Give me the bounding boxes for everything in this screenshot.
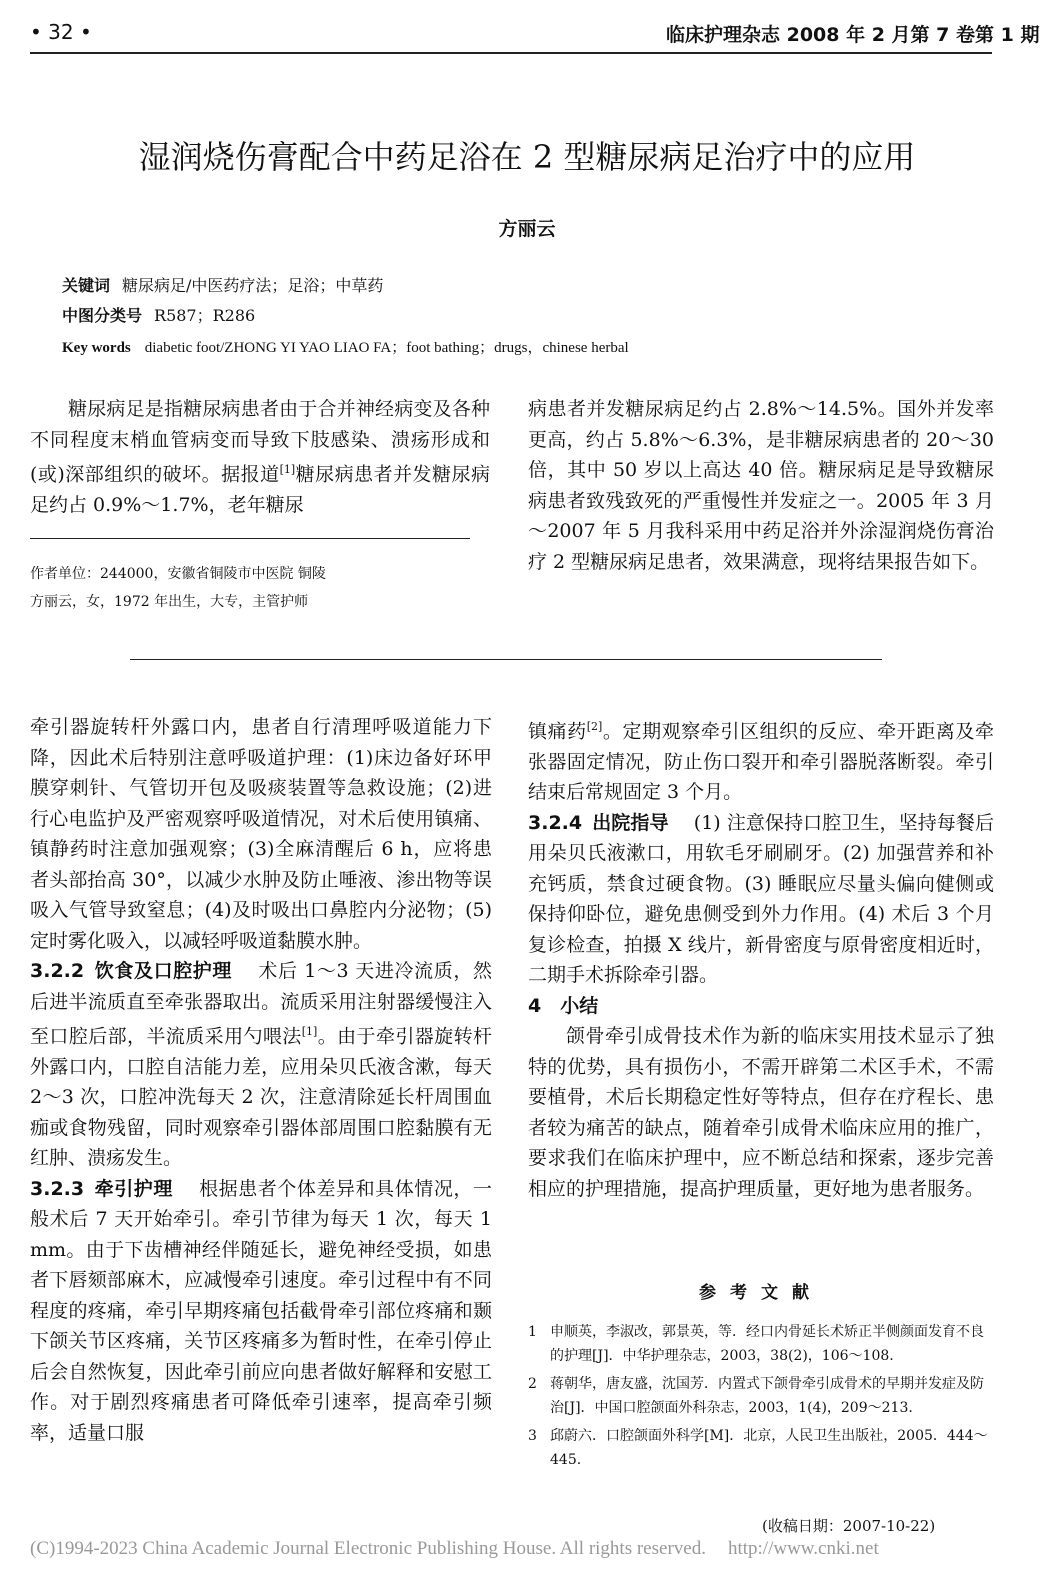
citation: [1]	[301, 1025, 318, 1038]
section-title: 牵引护理	[94, 1177, 173, 1200]
citation: [1]	[279, 463, 296, 476]
reference-number: 2	[528, 1376, 537, 1392]
reference-text: 邱蔚六．口腔颌面外科学[M]．北京，人民卫生出版社，2005．444～445.	[550, 1428, 988, 1468]
copyright-watermark	[30, 1538, 1024, 1560]
section-4-heading: 4 小结	[528, 994, 599, 1017]
reference-item	[528, 1320, 994, 1368]
classification-label: 中图分类号	[62, 306, 143, 325]
keywords-label: 关键词	[62, 276, 111, 295]
author-footnote	[30, 560, 470, 616]
classification-row	[62, 302, 255, 330]
footnote-rule	[30, 538, 470, 539]
article-title: 湿润烧伤膏配合中药足浴在 2 型糖尿病足治疗中的应用	[138, 138, 916, 176]
body-right-column	[528, 712, 994, 1204]
references-heading: 参考文献	[699, 1283, 823, 1303]
section-3-2-4	[528, 808, 994, 991]
section-title: 饮食及口腔护理	[94, 960, 233, 982]
page-number: • 32 •	[30, 20, 92, 44]
references-list	[528, 1320, 994, 1476]
section-3-2-3	[30, 1174, 492, 1449]
header-rule	[30, 52, 992, 54]
paragraph: 。由于牵引器旋转杆外露口内，口腔自洁能力差，应用朵贝氏液含漱，每天 2～3 次，口腔冲洗每天 2 次，注意清除延长杆周围血痂或食物残留，同时观察牵引器体部周围口腔黏膜有无红肿、溃疡发生。	[30, 1025, 492, 1170]
citation: [2]	[586, 720, 603, 733]
keywords-en-label: Key words	[62, 340, 131, 356]
section-title: 出院指导	[592, 811, 669, 834]
section-3-2-2	[30, 956, 492, 1174]
keywords-row	[62, 272, 383, 300]
keywords-en-row	[62, 336, 629, 357]
intro-text: 糖尿病足是指糖尿病患者由于合并神经病变及各种不同程度末梢血管病变而导致下肢感染、溃疡形成和(或)深部组织的破坏。据报道	[30, 398, 490, 486]
cnki-url: http://www.cnki.net	[727, 1538, 879, 1559]
intro-left-column	[30, 394, 490, 520]
section-number: 3.2.2	[30, 960, 85, 982]
section-number: 3.2.4	[528, 811, 583, 834]
reference-text: 申顺英，李淑改，郭景英，等．经口内骨延长术矫正半侧颜面发育不良的护理[J]．中华护理杂志，2003，38(2)，106～108.	[550, 1324, 984, 1364]
section-divider	[130, 659, 882, 660]
paragraph-text: 镇痛药	[528, 720, 587, 743]
section-number: 3.2.3	[30, 1177, 85, 1200]
reference-item	[528, 1424, 994, 1472]
reference-text: 蒋朝华，唐友盛，沈国芳．内置式下颌骨牵引成骨术的早期并发症及防治[J]．中国口腔颌面外科杂志，2003，1(4)，209～213.	[550, 1376, 984, 1416]
received-date: (收稿日期：2007-10-22)	[762, 1517, 936, 1535]
paragraph: 牵引器旋转杆外露口内，患者自行清理呼吸道能力下降，因此术后特别注意呼吸道护理：(1)床边备好环甲膜穿刺针、气管切开包及吸痰装置等急救设施；(2)进行心电监护及严密观察呼吸道情况，对术后使用镇痛、镇静药时注意加强观察；(3)全麻清醒后 6 h，应将患者头部抬高 30°，以减少水肿及防止唾液、渗出物等误吸入气管导致窒息；(4)及时吸出口鼻腔内分泌物；(5)定时雾化吸入，以减轻呼吸道黏膜水肿。	[30, 716, 492, 952]
reference-number: 1	[528, 1324, 537, 1340]
paragraph: 术后 1～3 天进冷流质，然后进半流质直至牵张器取出。流质采用注射器缓慢注入至口腔后部，半流质采用勺喂法	[30, 960, 492, 1048]
paragraph-text: 。定期观察牵引区组织的反应、牵开距离及牵张器固定情况，防止伤口裂开和牵引器脱落断裂。牵引结束后常规固定 3 个月。	[528, 720, 994, 804]
keywords-en-value: diabetic foot/ZHONG YI YAO LIAO FA；foot bathing；drugs，chinese herbal	[144, 340, 629, 356]
paragraph: (1) 注意保持口腔卫生，坚持每餐后用朵贝氏液漱口，用软毛牙刷刷牙。(2) 加强营养和补充钙质，禁食过硬食物。(3) 睡眠应尽量头偏向健侧或保持仰卧位，避免患侧受到外力作用。(4) 术后 3 个月复诊检查，拍摄 X 线片，新骨密度与原骨密度相近时，二期手术拆除牵引器。	[528, 811, 994, 987]
intro-text: 糖尿病患者并发糖尿病足约占 0.9%～1.7%，老年糖尿	[30, 463, 490, 516]
footnote-affiliation: 作者单位：244000，安徽省铜陵市中医院 铜陵	[30, 566, 326, 582]
article-author: 方丽云	[498, 218, 556, 240]
intro-right-column	[528, 394, 994, 577]
keywords-value: 糖尿病足/中医药疗法；足浴；中草药	[122, 276, 384, 295]
classification-value: R587；R286	[154, 306, 256, 325]
intro-text: 病患者并发糖尿病足约占 2.8%～14.5%。国外并发率更高，约占 5.8%～6.3%，是非糖尿病患者的 20～30 倍，其中 50 岁以上高达 40 倍。糖尿病足是导致糖尿病患者致残致死的严重慢性并发症之一。2005 年 3 月～2007 年 5 月我科采用中药足浴并外涂湿润烧伤膏治疗 2 型糖尿病足患者，效果满意，现将结果报告如下。	[528, 398, 994, 573]
body-left-column	[30, 712, 492, 1448]
reference-number: 3	[528, 1428, 537, 1444]
journal-header: 临床护理杂志 2008 年 2 月第 7 卷第 1 期	[666, 24, 1040, 46]
footnote-bio: 方丽云，女，1972 年出生，大专，主管护师	[30, 594, 309, 610]
paragraph	[528, 712, 994, 808]
paragraph: 根据患者个体差异和具体情况，一般术后 7 天开始牵引。牵引节律为每天 1 次，每天 1 mm。由于下齿槽神经伴随延长，避免神经受损，如患者下唇颏部麻木，应减慢牵引速度。牵引过程中有不同程度的疼痛，牵引早期疼痛包括截骨牵引部位疼痛和颞下颌关节区疼痛，关节区疼痛多为暂时性，在牵引停止后会自然恢复，因此牵引前应向患者做好解释和安慰工作。对于剧烈疼痛患者可降低牵引速率，提高牵引频率，适量口服	[30, 1177, 492, 1444]
reference-item	[528, 1372, 994, 1420]
copyright-text: (C)1994-2023 China Academic Journal Electronic Publishing House. All rights reserved.	[30, 1538, 706, 1559]
summary-paragraph: 颌骨牵引成骨技术作为新的临床实用技术显示了独特的优势，具有损伤小，不需开辟第二术区手术，不需要植骨，术后长期稳定性好等特点，但存在疗程长、患者较为痛苦的缺点，随着牵引成骨术临床应用的推广，要求我们在临床护理中，应不断总结和探索，逐步完善相应的护理措施，提高护理质量，更好地为患者服务。	[528, 1025, 994, 1200]
